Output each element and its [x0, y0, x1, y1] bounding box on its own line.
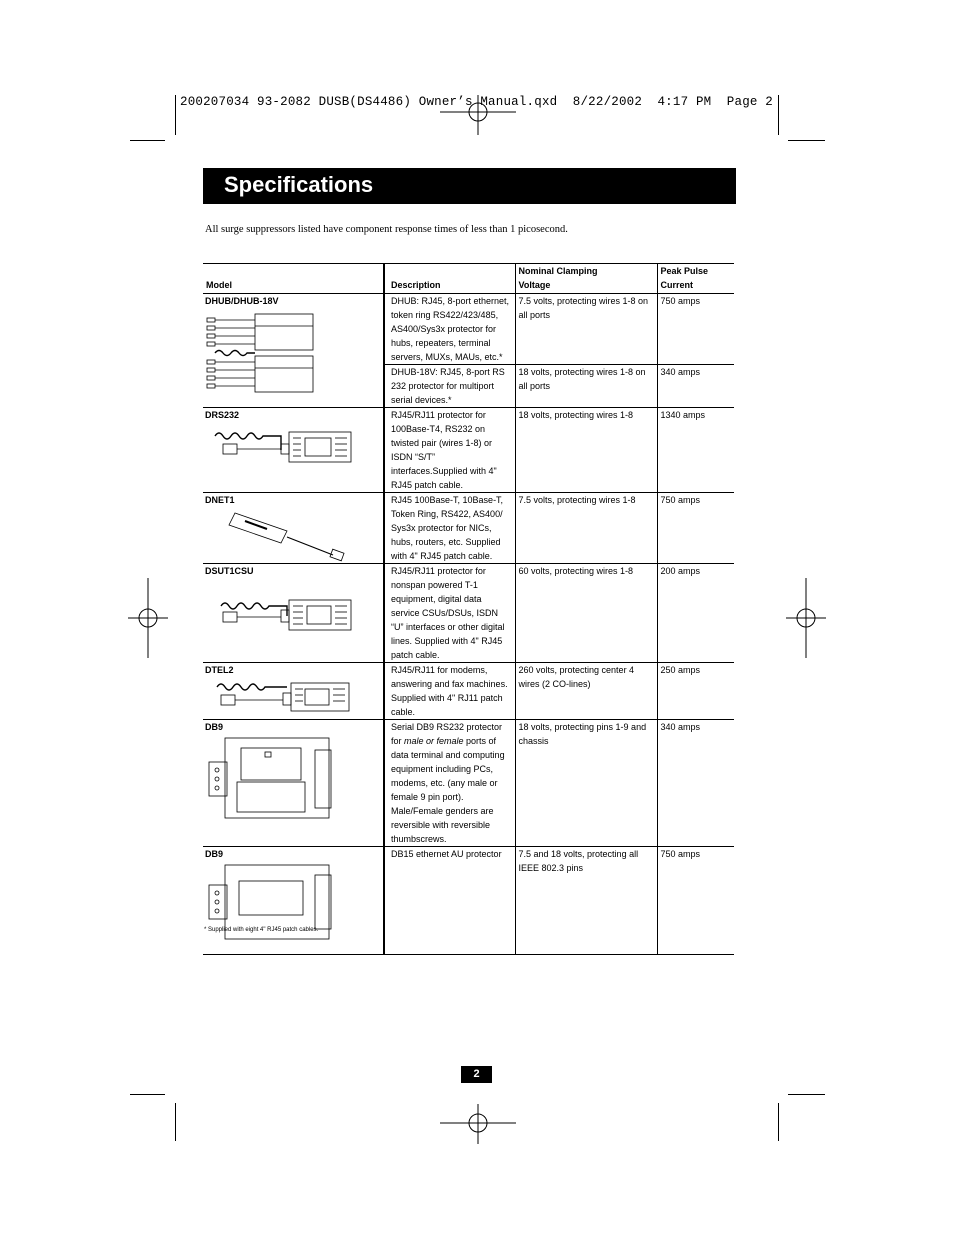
- inline-protector-icon: [205, 424, 355, 464]
- clamping-cell: 60 volts, protecting wires 1-8: [515, 564, 657, 663]
- clamping-cell: 18 volts, protecting wires 1-8 on all ports: [515, 365, 657, 408]
- clamping-cell: 260 volts, protecting center 4 wires (2 CO-lines): [515, 663, 657, 720]
- spec-table: [203, 263, 734, 955]
- clamping-cell: 18 volts, protecting wires 1-8: [515, 408, 657, 493]
- description-cell: DHUB-18V: RJ45, 8-port RS 232 protector for multiport serial devices.*: [384, 365, 515, 408]
- model-cell: DB9: [203, 847, 384, 955]
- crop-mark: [175, 95, 176, 135]
- peak-cell: 750 amps: [657, 847, 734, 955]
- description-cell: RJ45/RJ11 for modems, answering and fax machines. Supplied with 4" RJ11 patch cable.: [384, 663, 515, 720]
- model-cell: DB9: [203, 720, 384, 847]
- model-cell: DSUT1CSU: [203, 564, 384, 663]
- table-row: [203, 564, 734, 663]
- clamping-cell: 7.5 and 18 volts, protecting all IEEE 802.3 pins: [515, 847, 657, 955]
- col-header-description: Description: [384, 264, 515, 294]
- table-row: [203, 847, 734, 955]
- description-cell: RJ45 100Base-T, 10Base-T, Token Ring, RS422, AS400/ Sys3x protector for NICs, hubs, routers, etc. Supplied with 4" RJ45 patch cable.: [384, 493, 515, 564]
- description-cell: DHUB: RJ45, 8-port ethernet, token ring RS422/423/485, AS400/Sys3x protector for hubs, repeaters, terminal servers, MUXs, MAUs, etc.*: [384, 294, 515, 365]
- model-cell: DRS232: [203, 408, 384, 493]
- table-row: [203, 493, 734, 564]
- peak-cell: 750 amps: [657, 493, 734, 564]
- peak-cell: 200 amps: [657, 564, 734, 663]
- page-title: Specifications: [224, 172, 374, 197]
- page-number: 2: [461, 1066, 492, 1083]
- crop-mark: [130, 1094, 165, 1095]
- table-row: [203, 294, 734, 365]
- registration-mark-icon: [128, 578, 168, 658]
- registration-mark-icon: [440, 95, 516, 135]
- inline-protector-icon: [205, 679, 355, 713]
- model-cell: DTEL2: [203, 663, 384, 720]
- peak-cell: 340 amps: [657, 720, 734, 847]
- model-cell: DHUB/DHUB-18V: [203, 294, 384, 408]
- clamping-cell: 7.5 volts, protecting wires 1-8 on all ports: [515, 294, 657, 365]
- peak-cell: 750 amps: [657, 294, 734, 365]
- registration-mark-icon: [786, 578, 826, 658]
- table-row: [203, 663, 734, 720]
- peak-cell: 1340 amps: [657, 408, 734, 493]
- crop-mark: [778, 1103, 779, 1141]
- registration-mark-icon: [440, 1104, 516, 1144]
- file-slug: 200207034 93-2082 DUSB(DS4486) Owner’s Manual.qxd 8/22/2002 4:17 PM Page 2: [180, 95, 773, 109]
- description-cell: RJ45/RJ11 protector for nonspan powered T-1 equipment, digital data service CSUs/DSUs, ISDN “U” interfaces or other digital lines. Supplied with 4" RJ45 patch cable.: [384, 564, 515, 663]
- dnet-dongle-icon: [205, 509, 355, 563]
- table-row: [203, 720, 734, 847]
- description-cell: RJ45/RJ11 protector for 100Base-T4, RS232 on twisted pair (wires 1-8) or ISDN “S/T” interfaces.Supplied with 4" RJ45 patch cable.: [384, 408, 515, 493]
- peak-cell: 340 amps: [657, 365, 734, 408]
- title-banner: [203, 168, 736, 204]
- clamping-cell: 18 volts, protecting pins 1-9 and chassis: [515, 720, 657, 847]
- footnote: * Supplied with eight 4" RJ45 patch cables.: [204, 927, 319, 933]
- description-cell: DB15 ethernet AU protector: [384, 847, 515, 955]
- clamping-cell: 7.5 volts, protecting wires 1-8: [515, 493, 657, 564]
- db9-adapter-icon: [205, 736, 335, 822]
- model-cell: DNET1: [203, 493, 384, 564]
- col-header-peak: Peak Pulse Current: [657, 264, 734, 294]
- crop-mark: [788, 1094, 825, 1095]
- intro-text: All surge suppressors listed have component response times of less than 1 picosecond.: [205, 224, 568, 235]
- crop-mark: [788, 140, 825, 141]
- crop-mark: [175, 1103, 176, 1141]
- crop-mark: [778, 95, 779, 135]
- col-header-model: Model: [203, 264, 384, 294]
- crop-mark: [130, 140, 165, 141]
- table-row: [203, 408, 734, 493]
- peak-cell: 250 amps: [657, 663, 734, 720]
- col-header-clamping: Nominal Clamping Voltage: [515, 264, 657, 294]
- hub-device-icon: [205, 310, 317, 396]
- description-cell: Serial DB9 RS232 protector for male or female ports of data terminal and computing equipment including PCs, modems, etc. (any male or female 9 pin port). Male/Female genders are reversible with reversible thumbscrews.: [384, 720, 515, 847]
- inline-protector-icon: [205, 580, 355, 640]
- table-header: [203, 264, 734, 294]
